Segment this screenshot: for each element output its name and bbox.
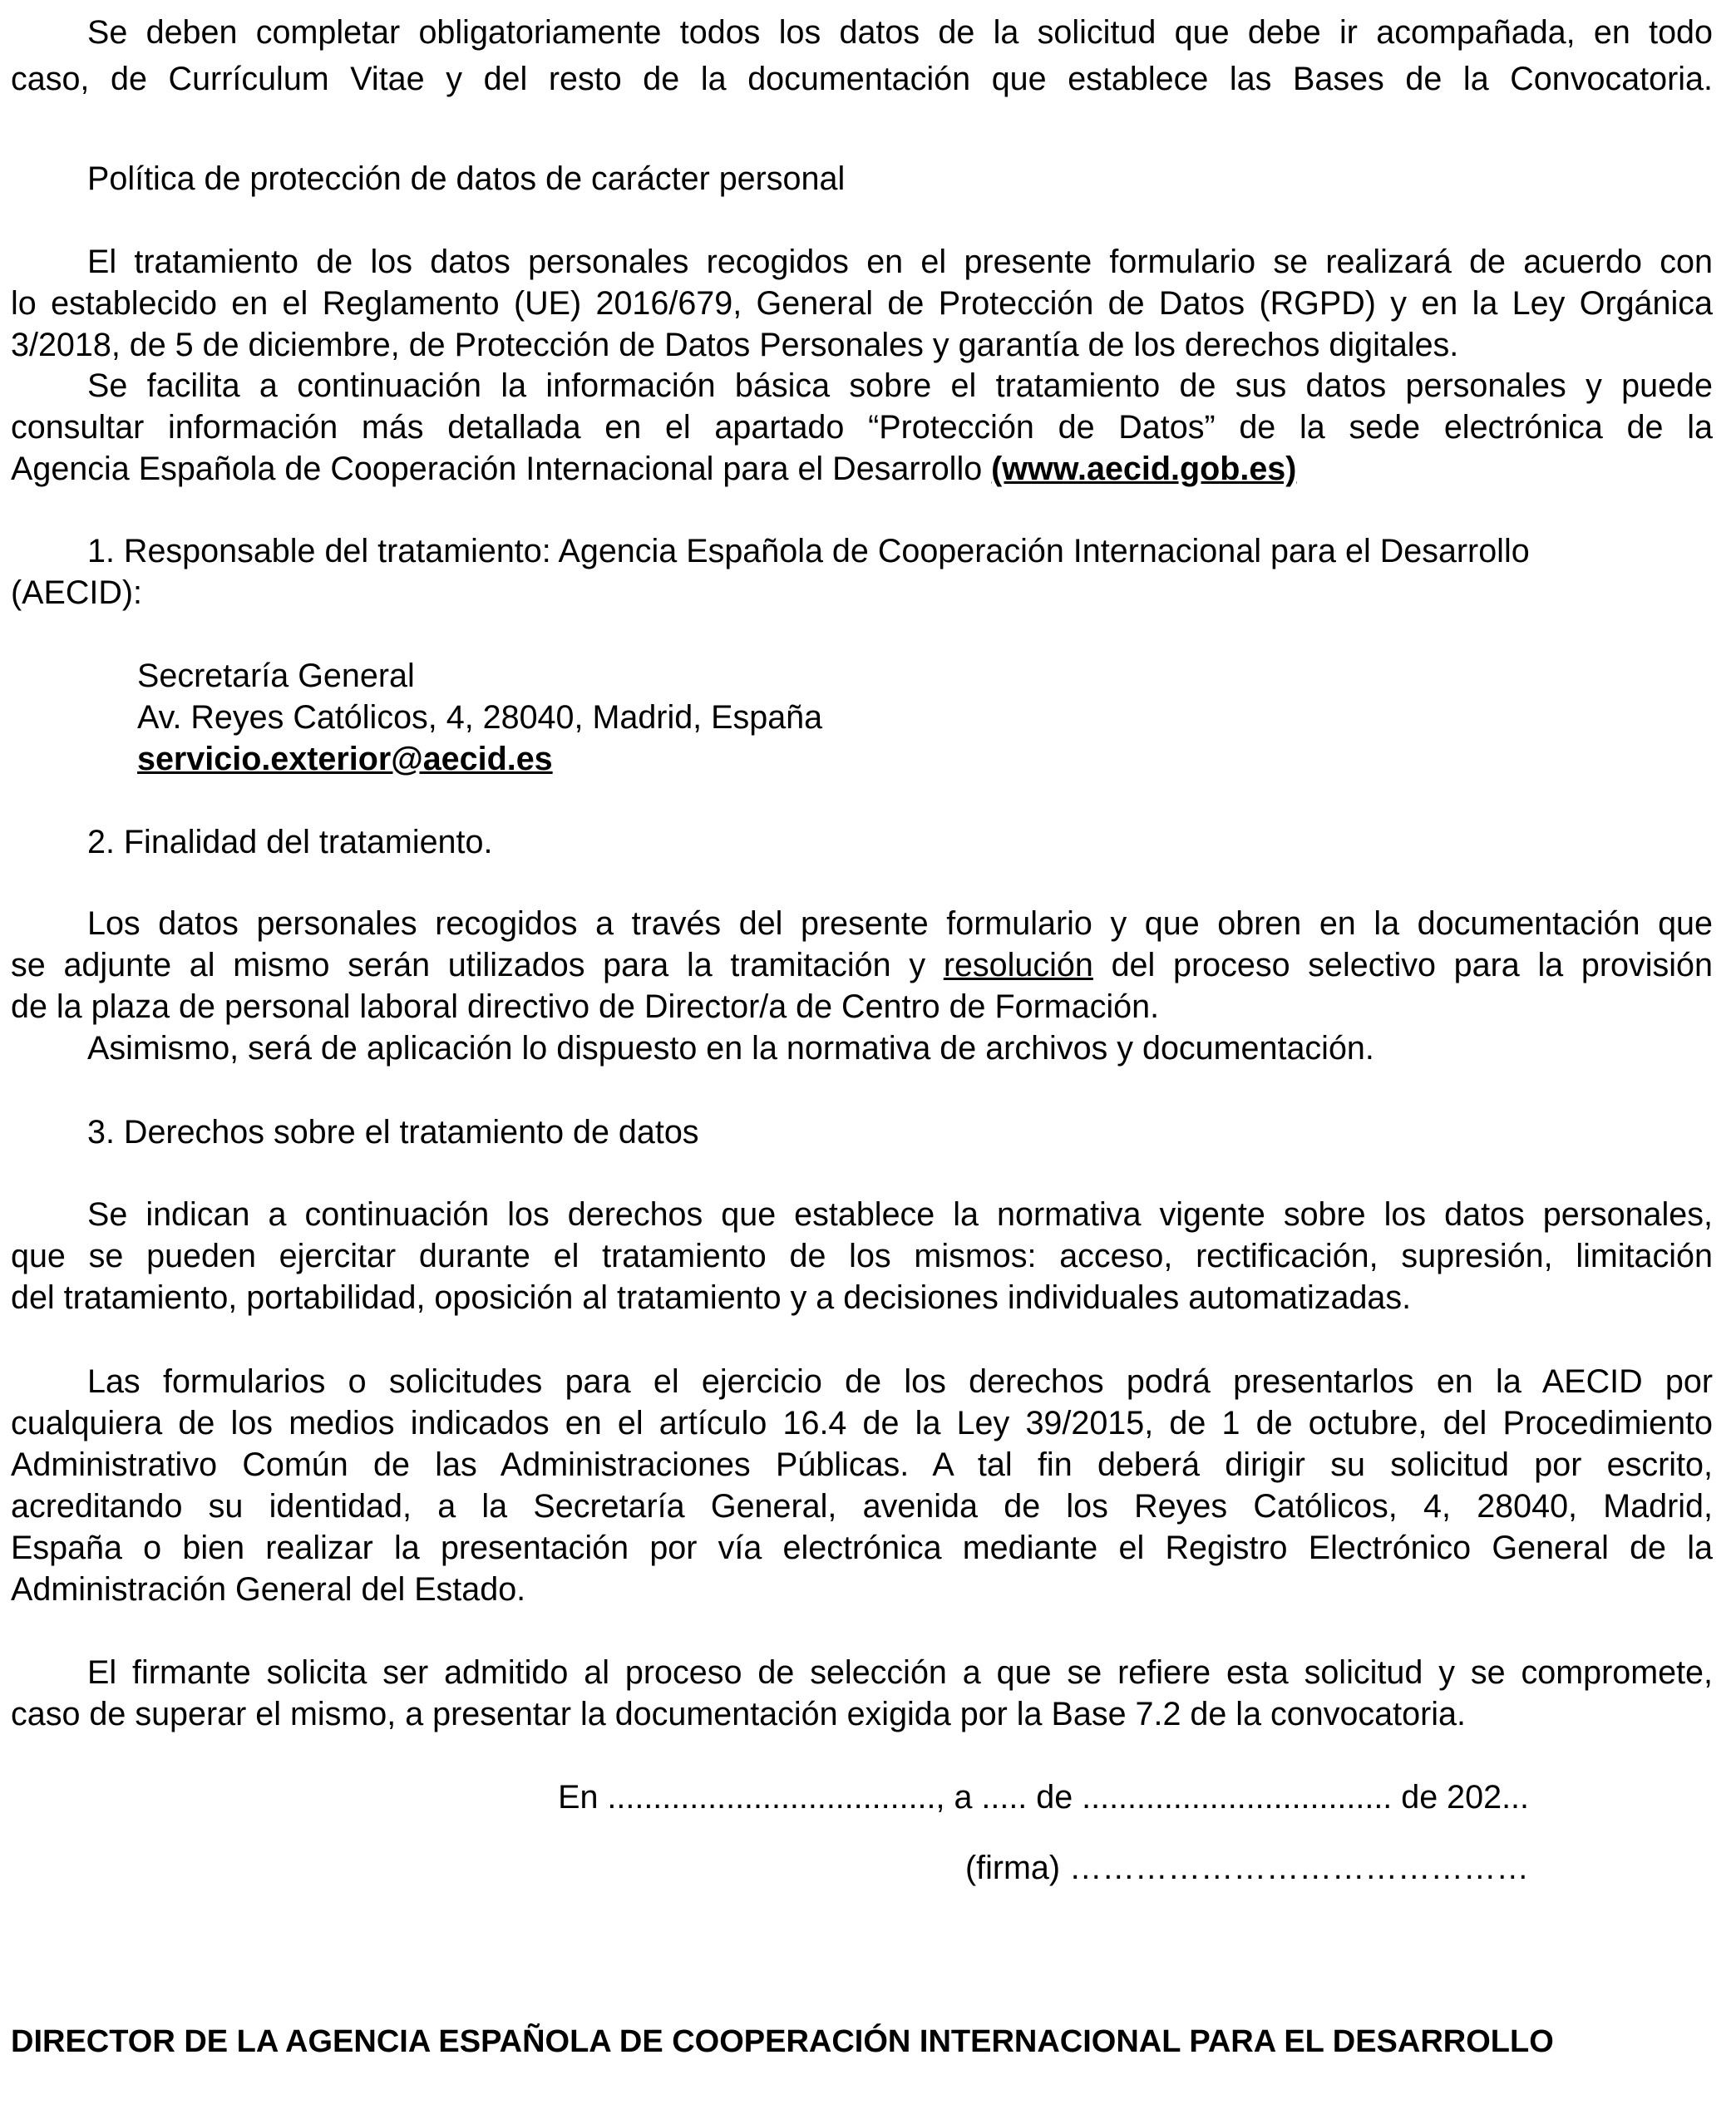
derechos-paragraph	[11, 1194, 1713, 1318]
signature-line: (firma) ……………………………………	[964, 1850, 1529, 1886]
aecid-website-link[interactable]: (www.aecid.gob.es)	[991, 451, 1297, 487]
address-block	[11, 655, 1713, 780]
firmante-paragraph	[11, 1652, 1713, 1735]
item-2-finalidad	[11, 821, 1713, 863]
item-1-responsable	[11, 530, 1713, 613]
text-line: Agencia Española de Cooperación Internacional para el Desarrollo	[11, 451, 992, 487]
addressee-footer: DIRECTOR DE LA AGENCIA ESPAÑOLA DE COOPERACIÓN INTERNACIONAL PARA EL DESARROLLO	[11, 2024, 1554, 2059]
address-line: Secretaría General	[137, 658, 415, 694]
text-line: del tratamiento, portabilidad, oposición al tratamiento y a decisiones individuales automatizadas.	[11, 1279, 1412, 1316]
text-line: Se deben completar obligatoriamente todos los datos de la solicitud que debe ir acompañada, en todo	[87, 14, 1713, 51]
text-line: Los datos personales recogidos a través del presente formulario y que obren en la documentación que	[87, 905, 1713, 942]
text-line: El tratamiento de los datos personales recogidos en el presente formulario se realizará de acuerdo con	[87, 244, 1713, 280]
text-line: lo establecido en el Reglamento (UE) 2016/679, General de Protección de Datos (RGPD) y en la Ley Orgánica	[11, 285, 1713, 322]
intro-paragraph	[11, 7, 1713, 100]
text-line: Administrativo Común de las Administraciones Públicas. A tal fin deberá dirigir su solicitud por escrito,	[11, 1446, 1713, 1483]
text-line: que se pueden ejercitar durante el tratamiento de los mismos: acceso, rectificación, supresión, limitación	[11, 1238, 1713, 1274]
underlined-word: resolución	[943, 947, 1093, 983]
text-line: Administración General del Estado.	[11, 1571, 526, 1608]
policy-title	[11, 158, 1713, 200]
list-item-heading: 2. Finalidad del tratamiento.	[87, 824, 493, 860]
text-segment: se adjunte al mismo serán utilizados para la tramitación y	[11, 947, 944, 983]
address-line: Av. Reyes Católicos, 4, 28040, Madrid, España	[137, 699, 823, 736]
facilita-paragraph	[11, 365, 1713, 490]
text-line: caso, de Currículum Vitae y del resto de la documentación que establece las Bases de la Convocatoria.	[11, 61, 1713, 97]
text-line: Se indican a continuación los derechos que establece la normativa vigente sobre los datos personales,	[87, 1196, 1713, 1233]
email-link[interactable]: servicio.exterior@aecid.es	[137, 741, 553, 777]
text-line: acreditando su identidad, a la Secretaría General, avenida de los Reyes Católicos, 4, 28040, Madrid,	[11, 1488, 1713, 1525]
asimismo-line: Asimismo, será de aplicación lo dispuesto en la normativa de archivos y documentación.	[87, 1030, 1374, 1067]
list-item-heading: 3. Derechos sobre el tratamiento de datos	[87, 1114, 699, 1151]
text-line: Se facilita a continuación la información básica sobre el tratamiento de sus datos personales y puede	[87, 367, 1713, 404]
text-segment: del proceso selectivo para la provisión	[1092, 947, 1713, 983]
text-line: El firmante solicita ser admitido al proceso de selección a que se refiere esta solicitud y se compromete,	[87, 1654, 1713, 1691]
text-line: cualquiera de los medios indicados en el artículo 16.4 de la Ley 39/2015, de 1 de octubre, del Procedimiento	[11, 1405, 1713, 1441]
item-3-derechos	[11, 1111, 1713, 1153]
text-line: caso de superar el mismo, a presentar la documentación exigida por la Base 7.2 de la convocatoria.	[11, 1696, 1466, 1732]
text-line: Las formularios o solicitudes para el ejercicio de los derechos podrá presentarlos en la AECID por	[87, 1363, 1713, 1400]
list-item-heading: 1. Responsable del tratamiento: Agencia Española de Cooperación Internacional para el Desarrollo	[87, 533, 1530, 569]
formularios-paragraph	[11, 1361, 1713, 1610]
tratamiento-paragraph	[11, 241, 1713, 366]
policy-title-text: Política de protección de datos de carácter personal	[87, 160, 846, 197]
date-place-line: En ...................................., a ..... de .................................. de 202...	[558, 1779, 1529, 1816]
text-line: de la plaza de personal laboral directivo de Director/a de Centro de Formación.	[11, 988, 1160, 1025]
text-line: 3/2018, de 5 de diciembre, de Protección de Datos Personales y garantía de los derechos digitales.	[11, 327, 1459, 363]
text-line	[11, 944, 1713, 986]
text-line: (AECID):	[11, 574, 142, 611]
text-line: España o bien realizar la presentación por vía electrónica mediante el Registro Electrónico General de la	[11, 1530, 1713, 1566]
text-line: consultar información más detallada en el apartado “Protección de Datos” de la sede electrónica de la	[11, 409, 1713, 446]
finalidad-paragraph	[11, 903, 1713, 1069]
